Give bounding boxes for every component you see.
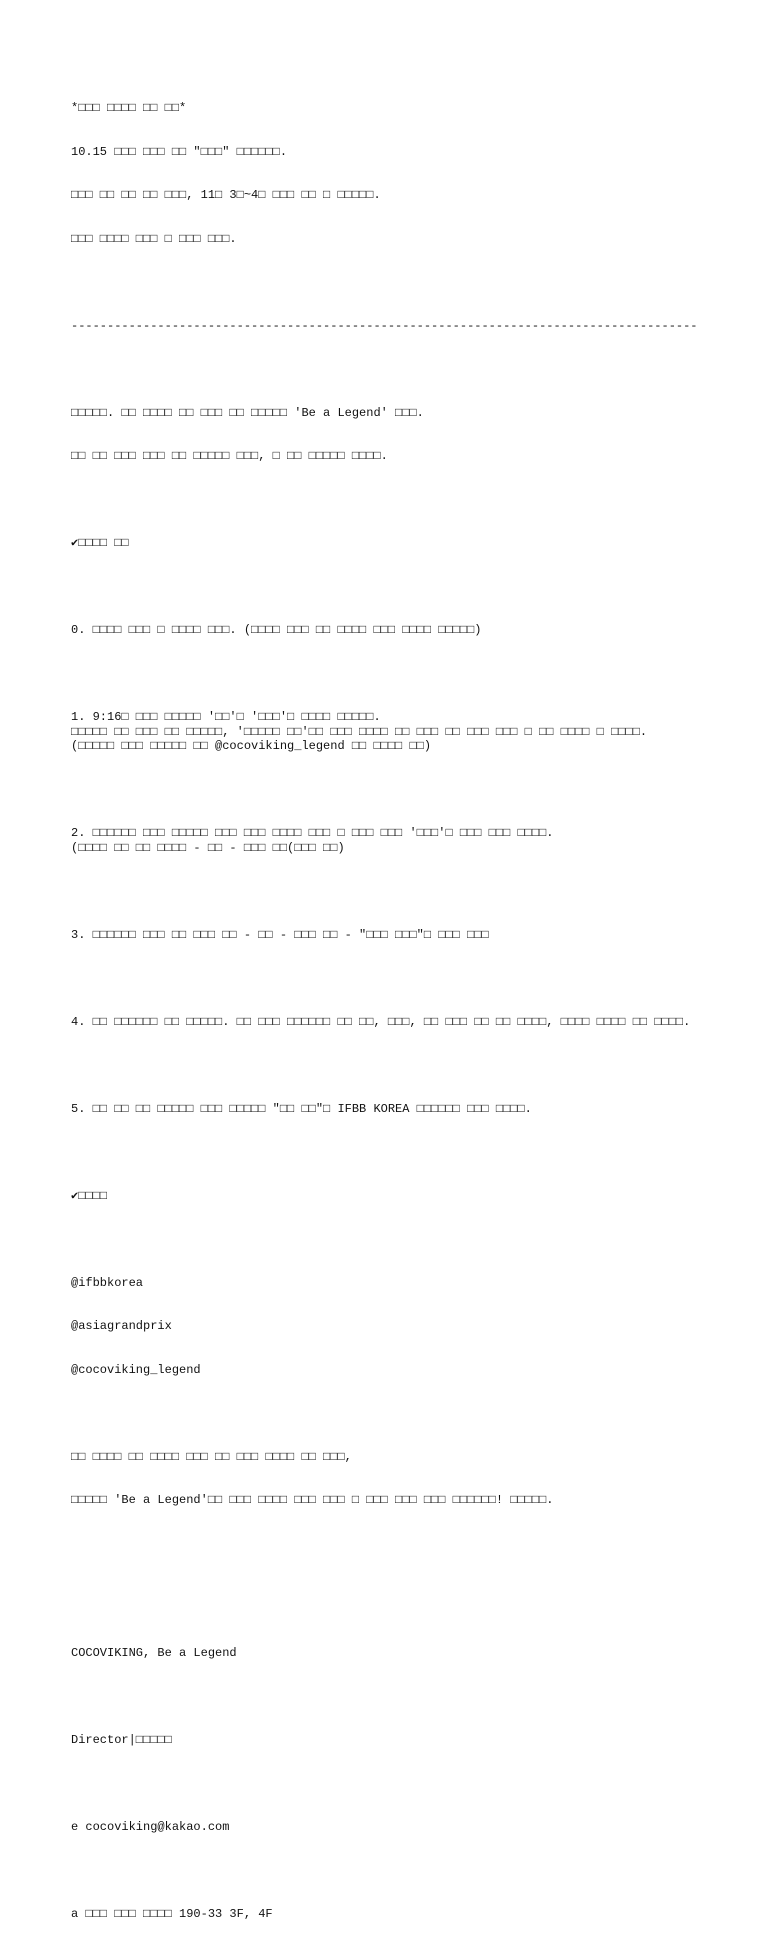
- signature-email[interactable]: e cocoviking@kakao.com: [71, 1819, 230, 1834]
- closing-line: □□□□□ 'Be a Legend'□□ □□□ □□□□ □□□ □□□ □ □□□ □□□ □□□ □□□□□□! □□□□□.: [71, 1493, 554, 1507]
- step-item: 4. □□ □□□□□□ □□ □□□□□. □□ □□□ □□□□□□ □□ □□, □□□, □□ □□□ □□ □□ □□□□, □□□□ □□□□ □□ □□□□.: [71, 1014, 691, 1029]
- step-item: 2. □□□□□□ □□□ □□□□□ □□□ □□□ □□□□ □□□ □ □□□ □□□ '□□□'□ □□□ □□□ □□□□. (□□□□ □□ □□ □□□□ - □□ - □□□ □□(□□□ □□): [71, 826, 554, 855]
- signature-address: a □□□ □□□ □□□□ 190-33 3F, 4F: [71, 1906, 273, 1921]
- step-item: 0. □□□□ □□□ □ □□□□ □□□. (□□□□ □□□ □□ □□□□ □□□ □□□□ □□□□□): [71, 623, 482, 637]
- step-item: 1. 9:16□ □□□ □□□□□ '□□'□ '□□□'□ □□□□ □□□□□. □□□□□ □□ □□□ □□ □□□□□, '□□□□□ □□'□□ □□□ □□□□ □□ □□□ □□ □□□ □□□ □ □□ □□□□ □ □□□□. (□□□□□ □□□ □□□□□ □□ @cocoviking_legend □□ □□□□ □□): [71, 710, 648, 753]
- notice-title: *□□□ □□□□ □□ □□*: [71, 101, 187, 115]
- steps-header: ✔□□□□ □□: [71, 536, 129, 550]
- notice-line: □□□ □□□□ □□□ □ □□□ □□□.: [71, 231, 237, 246]
- signature-company: COCOVIKING, Be a Legend: [71, 1645, 237, 1660]
- accounts-header: ✔□□□□: [71, 1188, 108, 1203]
- signature-role: Director|□□□□□: [71, 1732, 172, 1747]
- intro-line: □□□□□. □□ □□□□ □□ □□□ □□ □□□□□ 'Be a Legend' □□□.: [71, 405, 424, 420]
- closing-line: □□ □□□□ □□ □□□□ □□□ □□ □□□ □□□□ □□ □□□,: [71, 1449, 352, 1464]
- step-item: 3. □□□□□□ □□□ □□ □□□ □□ - □□ - □□□ □□ - "□□□ □□□"□ □□□ □□□: [71, 927, 489, 942]
- step-item: 5. □□ □□ □□ □□□□□ □□□ □□□□□ "□□ □□"□ IFBB KOREA □□□□□□ □□□ □□□□.: [71, 1101, 532, 1116]
- divider: ---------------------------------------------------------------------------------------: [71, 318, 698, 333]
- notice-line: 10.15 □□□ □□□ □□ "□□□" □□□□□□.: [71, 144, 288, 159]
- email-body: [71, 72, 711, 1936]
- account-link-cocoviking[interactable]: @cocoviking_legend: [71, 1362, 201, 1377]
- account-link-asiagrandprix[interactable]: @asiagrandprix: [71, 1319, 172, 1333]
- notice-line: □□□ □□ □□ □□ □□□, 11□ 3□~4□ □□□ □□ □ □□□□□.: [71, 188, 381, 202]
- intro-line: □□ □□ □□□ □□□ □□ □□□□□ □□□, □ □□ □□□□□ □□□□.: [71, 449, 388, 463]
- account-link-ifbbkorea[interactable]: @ifbbkorea: [71, 1275, 144, 1290]
